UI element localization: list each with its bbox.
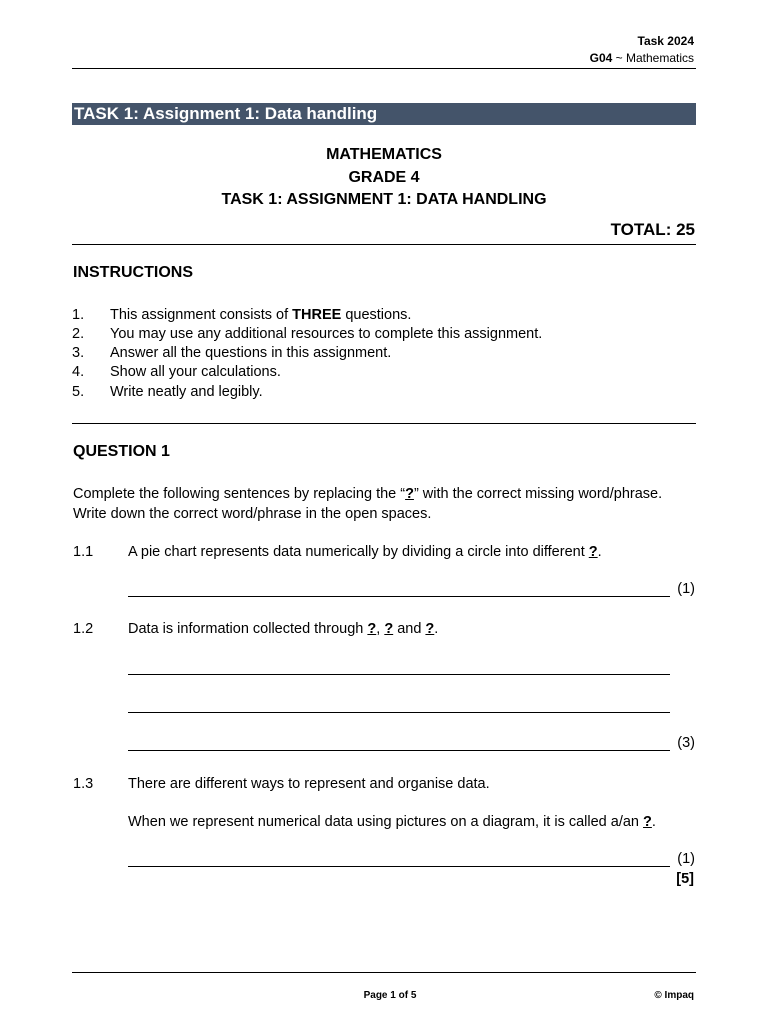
instructions-heading: INSTRUCTIONS bbox=[73, 264, 193, 281]
question-text-part: When we represent numerical data using pictures on a diagram, it is called a/an bbox=[128, 814, 644, 830]
placeholder-mark: ? bbox=[367, 621, 377, 637]
intro-text: Complete the following sentences by replacing the “ bbox=[73, 486, 406, 502]
instruction-number: 4. bbox=[72, 364, 85, 380]
header-subject bbox=[590, 50, 694, 66]
instruction-item: You may use any additional resources to complete this assignment. bbox=[110, 326, 543, 342]
copyright: © Impaq bbox=[654, 990, 694, 1001]
question-text-part: , bbox=[376, 621, 385, 637]
instruction-number: 1. bbox=[72, 307, 85, 323]
question-total-mark: [5] bbox=[676, 871, 694, 887]
title-divider bbox=[72, 244, 696, 245]
instructions-divider bbox=[72, 423, 696, 424]
question-number: 1.2 bbox=[73, 621, 94, 637]
question-text-part: . bbox=[597, 544, 602, 560]
header-task-label: Task 2024 bbox=[637, 34, 694, 48]
placeholder-mark: ? bbox=[425, 621, 435, 637]
header-divider bbox=[72, 68, 696, 69]
title-task: TASK 1: ASSIGNMENT 1: DATA HANDLING bbox=[221, 191, 547, 208]
question-text-part: . bbox=[651, 814, 656, 830]
question-text: There are different ways to represent and organise data. bbox=[128, 776, 490, 792]
answer-line[interactable] bbox=[128, 596, 670, 597]
title-grade: GRADE 4 bbox=[348, 169, 420, 186]
question-text bbox=[128, 619, 438, 639]
instruction-number: 5. bbox=[72, 384, 85, 400]
answer-line[interactable] bbox=[128, 674, 670, 675]
question-text-part: A pie chart represents data numerically by dividing a circle into different bbox=[128, 544, 589, 560]
page-number: Page 1 of 5 bbox=[363, 990, 417, 1001]
question-number: 1.1 bbox=[73, 544, 94, 560]
instruction-number: 2. bbox=[72, 326, 85, 342]
mark-allocation: (3) bbox=[677, 735, 695, 751]
question-text-part: . bbox=[434, 621, 439, 637]
instruction-item: Answer all the questions in this assignment. bbox=[110, 345, 392, 361]
header-subject-label: ~ Mathematics bbox=[612, 51, 694, 65]
mark-allocation: (1) bbox=[677, 851, 695, 867]
answer-line[interactable] bbox=[128, 866, 670, 867]
answer-line[interactable] bbox=[128, 712, 670, 713]
instruction-text: questions. bbox=[341, 307, 412, 323]
placeholder-mark: ? bbox=[405, 486, 414, 502]
question1-heading: QUESTION 1 bbox=[73, 443, 170, 460]
answer-line[interactable] bbox=[128, 750, 670, 751]
mark-allocation: (1) bbox=[677, 581, 695, 597]
placeholder-mark: ? bbox=[643, 814, 652, 830]
header-task bbox=[638, 33, 695, 49]
footer-divider bbox=[72, 972, 696, 973]
question1-intro bbox=[73, 484, 662, 504]
instruction-number: 3. bbox=[72, 345, 85, 361]
question-text-part: and bbox=[393, 621, 426, 637]
question-number: 1.3 bbox=[73, 776, 94, 792]
intro-text: ” with the correct missing word/phrase. bbox=[413, 486, 663, 502]
placeholder-mark: ? bbox=[384, 621, 394, 637]
instruction-item: Write neatly and legibly. bbox=[110, 384, 263, 400]
total-marks: TOTAL: 25 bbox=[610, 220, 695, 239]
question-text-part: Data is information collected through bbox=[128, 621, 368, 637]
question-text bbox=[128, 542, 602, 562]
question1-intro-line2: Write down the correct word/phrase in the open spaces. bbox=[73, 506, 432, 522]
instruction-text: This assignment consists of bbox=[110, 307, 293, 323]
instruction-bold: THREE bbox=[292, 307, 342, 323]
instruction-item: Show all your calculations. bbox=[110, 364, 281, 380]
placeholder-mark: ? bbox=[588, 544, 598, 560]
title-subject: MATHEMATICS bbox=[326, 146, 442, 163]
question-text bbox=[128, 812, 656, 832]
instruction-item bbox=[110, 305, 411, 325]
header-grade: G04 bbox=[589, 51, 613, 65]
section-banner: TASK 1: Assignment 1: Data handling bbox=[72, 103, 696, 125]
